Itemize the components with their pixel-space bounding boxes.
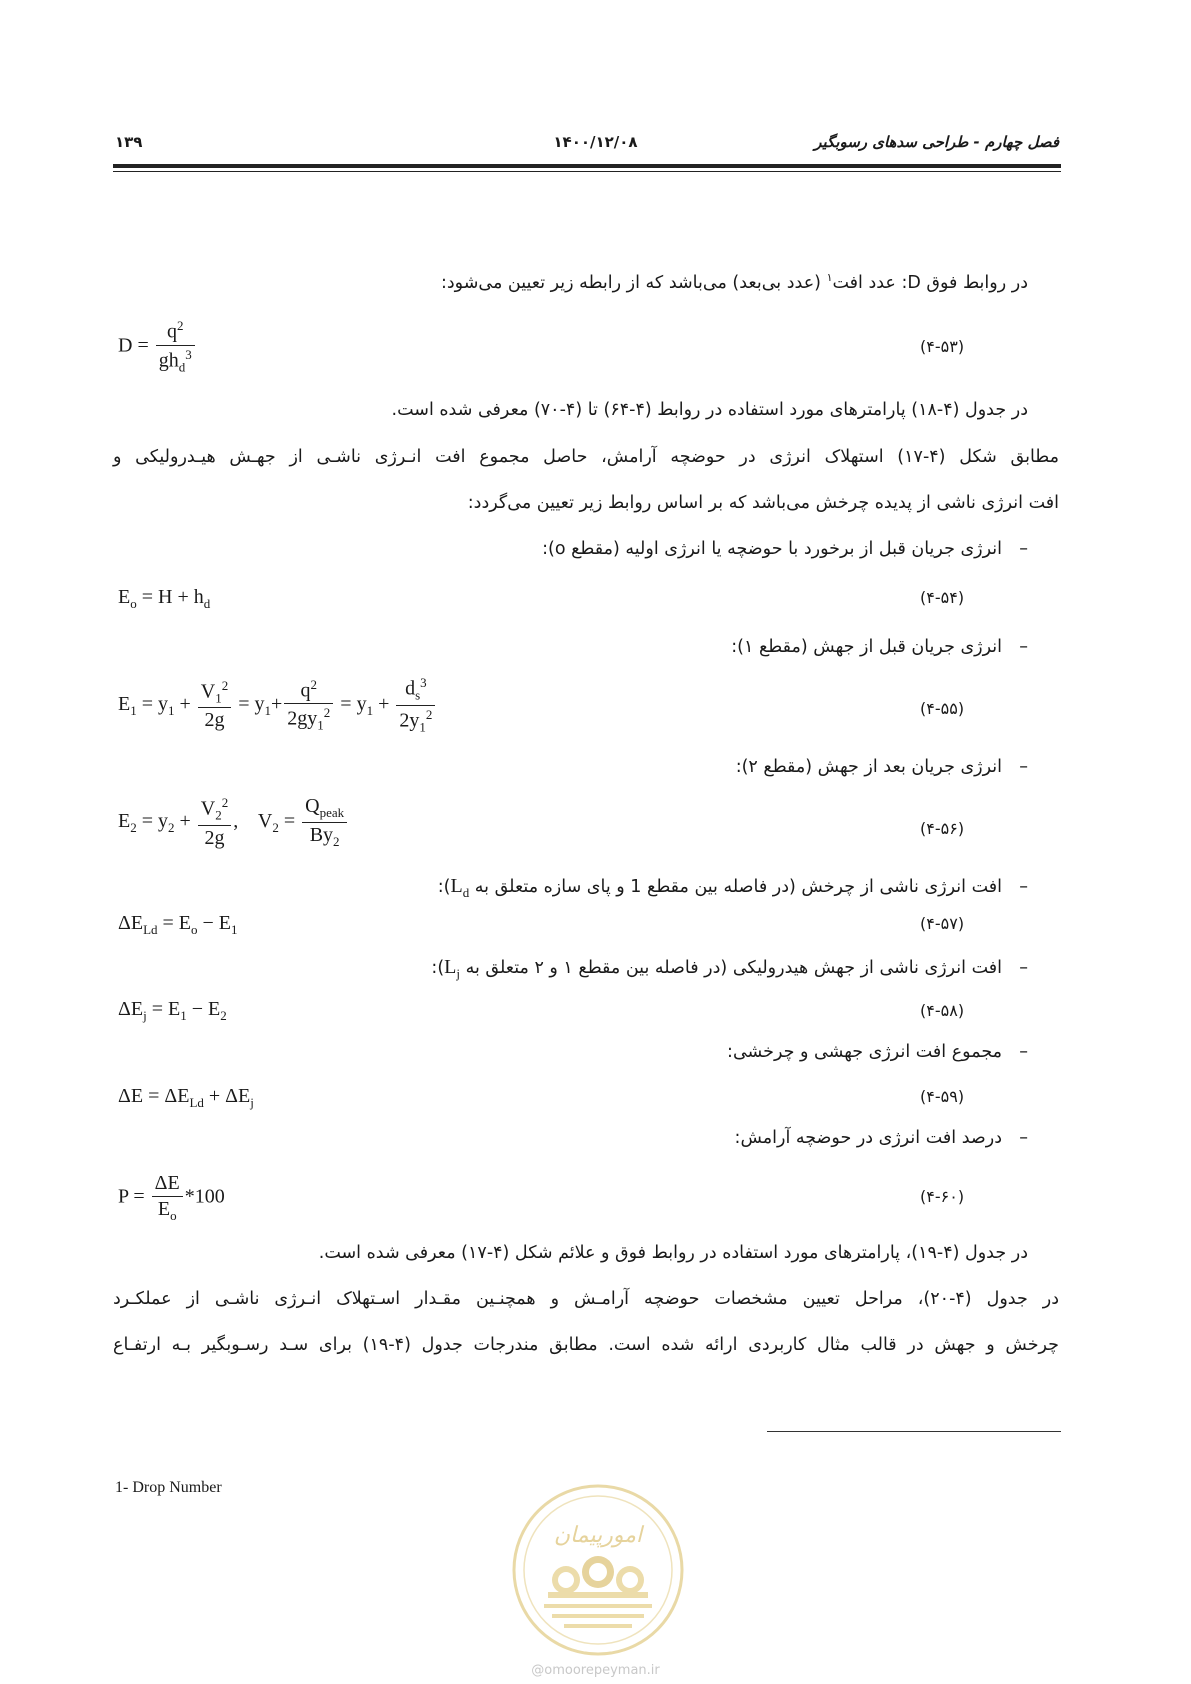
equation-59: $\Delta E = \Delta E_{Ld} + \Delta E_j$ <box>118 1085 254 1110</box>
page-number: ۱۳۹ <box>115 133 143 151</box>
bullet-energy-after-jump: –انرژی جریان بعد از جهش (مقطع ۲): <box>735 757 1028 777</box>
equation-number-53: (۴-۵۳) <box>920 337 965 356</box>
paragraph-table-20-line2: چرخش و جهش در قالب مثال کاربردی ارائه شده است. مطابق مندرجات جدول (۴-۱۹) برای سـد رسـوبگیر بـه ارتفـاع <box>113 1335 1059 1355</box>
equation-number-54: (۴-۵۴) <box>920 588 965 607</box>
bullet-jump-loss: –افت انرژی ناشی از جهش هیدرولیکی (در فاصله بین مقطع ۱ و ۲ متعلق به $L_j$): <box>431 956 1028 981</box>
chapter-title: فصل چهارم - طراحی سدهای رسوبگیر <box>814 133 1059 151</box>
equation-number-57: (۴-۵۷) <box>920 914 965 933</box>
header-date: ۱۴۰۰/۱۲/۰۸ <box>553 133 638 151</box>
footnote-text: 1- Drop Number <box>115 1479 222 1496</box>
equation-54: $E_o = H + h_d$ <box>118 586 211 611</box>
paragraph-drop-number: در روابط فوق D: عدد افت$^۱$ (عدد بی‌بعد) می‌باشد که از رابطه زیر تعیین می‌شود: <box>440 271 1028 293</box>
header-rule <box>113 164 1061 168</box>
bullet-rotation-loss: –افت انرژی ناشی از چرخش (در فاصله بین مقطع 1 و پای سازه متعلق به $L_d$): <box>437 875 1028 900</box>
paragraph-table-18: در جدول (۴-۱۸) پارامترهای مورد استفاده در روابط (۴-۶۴) تا (۴-۷۰) معرفی شده است. <box>391 400 1028 420</box>
footnote-rule <box>767 1431 1061 1432</box>
paragraph-table-19: در جدول (۴-۱۹)، پارامترهای مورد استفاده در روابط فوق و علائم شکل (۴-۱۷) معرفی شده است. <box>318 1243 1028 1263</box>
equation-number-58: (۴-۵۸) <box>920 1001 965 1020</box>
equation-number-56: (۴-۵۶) <box>920 819 965 838</box>
footnote-mark: ۱ <box>826 271 833 285</box>
equation-number-60: (۴-۶۰) <box>920 1187 965 1206</box>
paragraph-energy-line2: افت انرژی ناشی از پدیده چرخش می‌باشد که بر اساس روابط زیر تعیین می‌گردد: <box>467 493 1059 513</box>
equation-57: $\Delta E_{Ld} = E_o - E_1$ <box>118 912 238 937</box>
svg-text:امورپیمان: امورپیمان <box>553 1523 643 1548</box>
equation-60: P = $\frac{\Delta E}{E_o}$ *100 <box>118 1172 225 1223</box>
paragraph-energy-line1: مطابق شکل (۴-۱۷) استهلاک انرژی در حوضچه آرامش، حاصل مجموع افت انـرژی ناشـی از جهـش هیـدرولیکی و <box>113 447 1060 467</box>
watermark-logo <box>508 1480 688 1660</box>
bullet-loss-percent: –درصد افت انرژی در حوضچه آرامش: <box>734 1128 1028 1148</box>
bullet-initial-energy: –انرژی جریان قبل از برخورد با حوضچه یا انرژی اولیه (مقطع o): <box>542 539 1028 559</box>
watermark-url: @omoorepeyman.ir <box>531 1663 660 1678</box>
equation-55: $E_1 = y_1$ + $\frac{V_1^2}{2g}$ = $y_1+$ $\frac{q^2}{2gy_1^2}$ = $y_1$ + $\frac{d_s^3}{2y_1^2}$ <box>118 675 437 735</box>
equation-number-59: (۴-۵۹) <box>920 1087 965 1106</box>
equation-number-55: (۴-۵۵) <box>920 699 965 718</box>
bullet-total-loss: –مجموع افت انرژی جهشی و چرخشی: <box>727 1042 1028 1062</box>
bullet-energy-before-jump: –انرژی جریان قبل از جهش (مقطع ۱): <box>731 637 1028 657</box>
equation-53: D = $\frac{q^2}{gh_d^3}$ <box>118 318 197 375</box>
equation-56: $E_2 = y_2$ + $\frac{V_2^2}{2g}$ , $V_2$ = $\frac{Q_{peak}}{By_2}$ <box>118 795 349 850</box>
header-rule-thin <box>113 171 1061 172</box>
paragraph-table-20-line1: در جدول (۴-۲۰)، مراحل تعیین مشخصات حوضچه آرامـش و همچنـین مقـدار اسـتهلاک انـرژی ناشـی از عملکـرد <box>113 1289 1059 1309</box>
equation-58: $\Delta E_j = E_1 - E_2$ <box>118 998 227 1023</box>
